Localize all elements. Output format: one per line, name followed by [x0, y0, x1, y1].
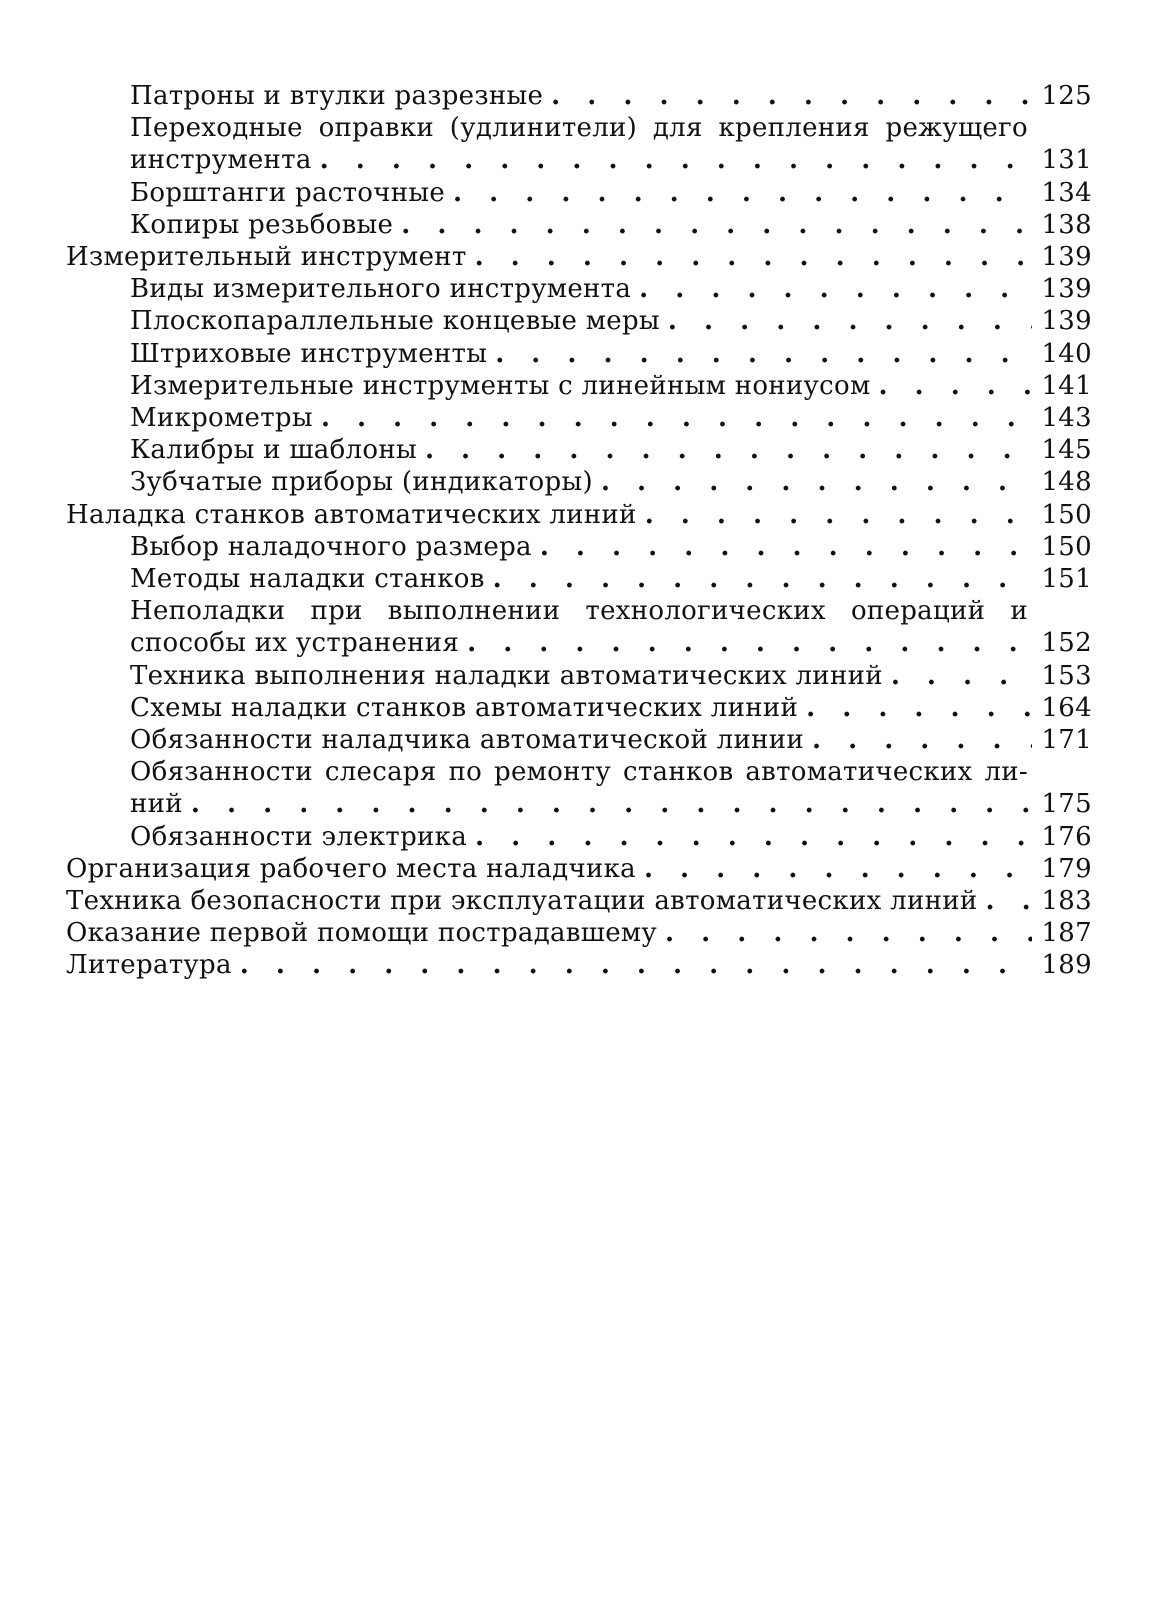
toc-entry-title: Обязанности наладчика автоматической линии [130, 725, 804, 756]
dot-leader [551, 80, 1032, 112]
table-of-contents [66, 80, 1092, 982]
toc-entry-title: способы их устранения [130, 628, 460, 659]
toc-entry-page-number: 139 [1041, 242, 1092, 273]
toc-entry-title: Копиры резьбовые [130, 209, 394, 240]
toc-entry-page-number: 150 [1041, 499, 1092, 530]
dot-leader [645, 499, 1032, 531]
toc-entry-title: Обязанности электрика [130, 821, 468, 852]
toc-entry-row [130, 402, 1092, 434]
toc-subsection [66, 177, 1092, 209]
toc-subsection [66, 756, 1092, 820]
dot-leader [878, 370, 1032, 402]
toc-entry-row [130, 466, 1092, 498]
toc-entry-row [130, 627, 1092, 659]
dot-leader [191, 788, 1032, 820]
toc-entry-row [130, 692, 1092, 724]
toc-entry-page-number: 145 [1041, 435, 1092, 466]
dot-leader [806, 692, 1032, 724]
toc-subsection [66, 434, 1092, 466]
toc-entry-row [130, 821, 1092, 853]
dot-leader [601, 466, 1032, 498]
toc-entry-row [130, 338, 1092, 370]
dot-leader [240, 949, 1032, 981]
toc-subsection [66, 660, 1092, 692]
toc-entry-title: Патроны и втулки разрезные [130, 81, 544, 111]
toc-entry-row [130, 209, 1092, 241]
toc-entry-page-number: 175 [1041, 789, 1092, 820]
toc-entry-title: Измерительные инструменты с линейным нониусом [130, 370, 871, 401]
toc-entry-title: Организация рабочего места наладчика [66, 853, 636, 884]
toc-section [66, 499, 1092, 531]
toc-entry-title-first-line: Неполадки при выполнении технологических операций и [130, 596, 1028, 627]
toc-section [66, 949, 1092, 981]
toc-entry-title: Выбор наладочного размера [130, 531, 532, 562]
toc-subsection [66, 370, 1092, 402]
toc-entry-row [130, 563, 1092, 595]
toc-entry-title: Методы наладки станков [130, 564, 485, 595]
toc-subsection [66, 338, 1092, 370]
toc-entry-title: Штриховые инструменты [130, 338, 488, 369]
toc-entry-page-number: 148 [1041, 467, 1092, 498]
toc-section [66, 853, 1092, 885]
toc-subsection [66, 563, 1092, 595]
dot-leader [639, 273, 1032, 305]
toc-subsection [66, 531, 1092, 563]
toc-entry-row [130, 724, 1092, 756]
toc-entry-page-number: 187 [1041, 918, 1092, 949]
toc-subsection [66, 273, 1092, 305]
toc-entry-row [130, 273, 1092, 305]
dot-leader [540, 531, 1032, 563]
toc-entry-page-number: 183 [1041, 886, 1092, 917]
toc-entry-title: Наладка станков автоматических линий [66, 499, 637, 530]
toc-entry-row [130, 144, 1092, 176]
dot-leader [321, 402, 1032, 434]
toc-entry-title: Калибры и шаблоны [130, 435, 417, 466]
toc-subsection [66, 821, 1092, 853]
toc-entry-page-number: 131 [1041, 145, 1092, 176]
toc-entry-title: Схемы наладки станков автоматических линий [130, 692, 799, 723]
dot-leader [495, 338, 1032, 370]
dot-leader [320, 144, 1032, 176]
toc-entry-page-number: 139 [1041, 306, 1092, 337]
dot-leader [493, 563, 1032, 595]
toc-entry-page-number: 179 [1041, 853, 1092, 884]
toc-entry-row [130, 305, 1092, 337]
dot-leader [891, 660, 1032, 692]
toc-subsection [66, 595, 1092, 659]
toc-section [66, 241, 1092, 273]
dot-leader [668, 305, 1032, 337]
toc-entry-title: Микрометры [130, 403, 313, 434]
toc-entry-title: инструмента [130, 145, 312, 176]
dot-leader [453, 177, 1032, 209]
toc-entry-title: Техника безопасности при эксплуатации автоматических линий [66, 886, 978, 917]
toc-entry-page-number: 152 [1041, 628, 1092, 659]
toc-entry-title-first-line: Обязанности слесаря по ремонту станков автоматических ли- [130, 757, 1028, 788]
toc-entry-row [66, 917, 1092, 949]
toc-entry-title: Измерительный инструмент [66, 242, 467, 273]
toc-subsection [66, 80, 1092, 112]
toc-section [66, 917, 1092, 949]
toc-entry-page-number: 151 [1041, 564, 1092, 595]
toc-subsection [66, 724, 1092, 756]
toc-entry-page-number: 171 [1041, 725, 1092, 756]
toc-entry-title-first-line: Переходные оправки (удлинители) для крепления режущего [130, 113, 1028, 144]
toc-subsection [66, 466, 1092, 498]
toc-entry-row [66, 853, 1092, 885]
dot-leader [665, 917, 1032, 949]
toc-entry-row [66, 499, 1092, 531]
toc-entry-row [130, 80, 1092, 112]
toc-entry-title: Виды измерительного инструмента [130, 274, 632, 305]
toc-subsection [66, 305, 1092, 337]
toc-subsection [66, 112, 1092, 176]
toc-entry-page-number: 143 [1041, 403, 1092, 434]
toc-entry-page-number: 125 [1041, 81, 1092, 111]
toc-subsection [66, 692, 1092, 724]
dot-leader [812, 724, 1032, 756]
toc-subsection [66, 402, 1092, 434]
toc-entry-row [130, 434, 1092, 466]
toc-section [66, 885, 1092, 917]
toc-entry-row [66, 241, 1092, 273]
toc-entry-page-number: 138 [1041, 209, 1092, 240]
dot-leader [475, 821, 1032, 853]
dot-leader [985, 885, 1032, 917]
toc-entry-row [130, 177, 1092, 209]
toc-entry-title: Зубчатые приборы (индикаторы) [130, 467, 593, 498]
toc-entry-row [130, 370, 1092, 402]
toc-entry-title: Техника выполнения наладки автоматических линий [130, 660, 883, 691]
toc-entry-title: Плоскопараллельные концевые меры [130, 306, 660, 337]
dot-leader [425, 434, 1032, 466]
toc-entry-title: Литература [66, 950, 232, 981]
dot-leader [644, 853, 1032, 885]
toc-entry-page-number: 176 [1041, 821, 1092, 852]
toc-entry-page-number: 141 [1041, 370, 1092, 401]
toc-entry-row [130, 660, 1092, 692]
toc-subsection [66, 209, 1092, 241]
dot-leader [475, 241, 1032, 273]
toc-entry-row [66, 949, 1092, 981]
toc-entry-page-number: 153 [1041, 660, 1092, 691]
toc-entry-row [130, 788, 1092, 820]
toc-entry-page-number: 164 [1041, 692, 1092, 723]
dot-leader [467, 627, 1032, 659]
toc-entry-page-number: 150 [1041, 531, 1092, 562]
toc-entry-page-number: 139 [1041, 274, 1092, 305]
toc-entry-row [130, 531, 1092, 563]
dot-leader [401, 209, 1032, 241]
toc-entry-page-number: 189 [1041, 950, 1092, 981]
toc-entry-title: Оказание первой помощи пострадавшему [66, 918, 658, 949]
toc-entry-page-number: 140 [1041, 338, 1092, 369]
toc-entry-title: Борштанги расточные [130, 177, 446, 208]
toc-entry-page-number: 134 [1041, 177, 1092, 208]
toc-entry-row [66, 885, 1092, 917]
toc-entry-title: ний [130, 789, 183, 820]
